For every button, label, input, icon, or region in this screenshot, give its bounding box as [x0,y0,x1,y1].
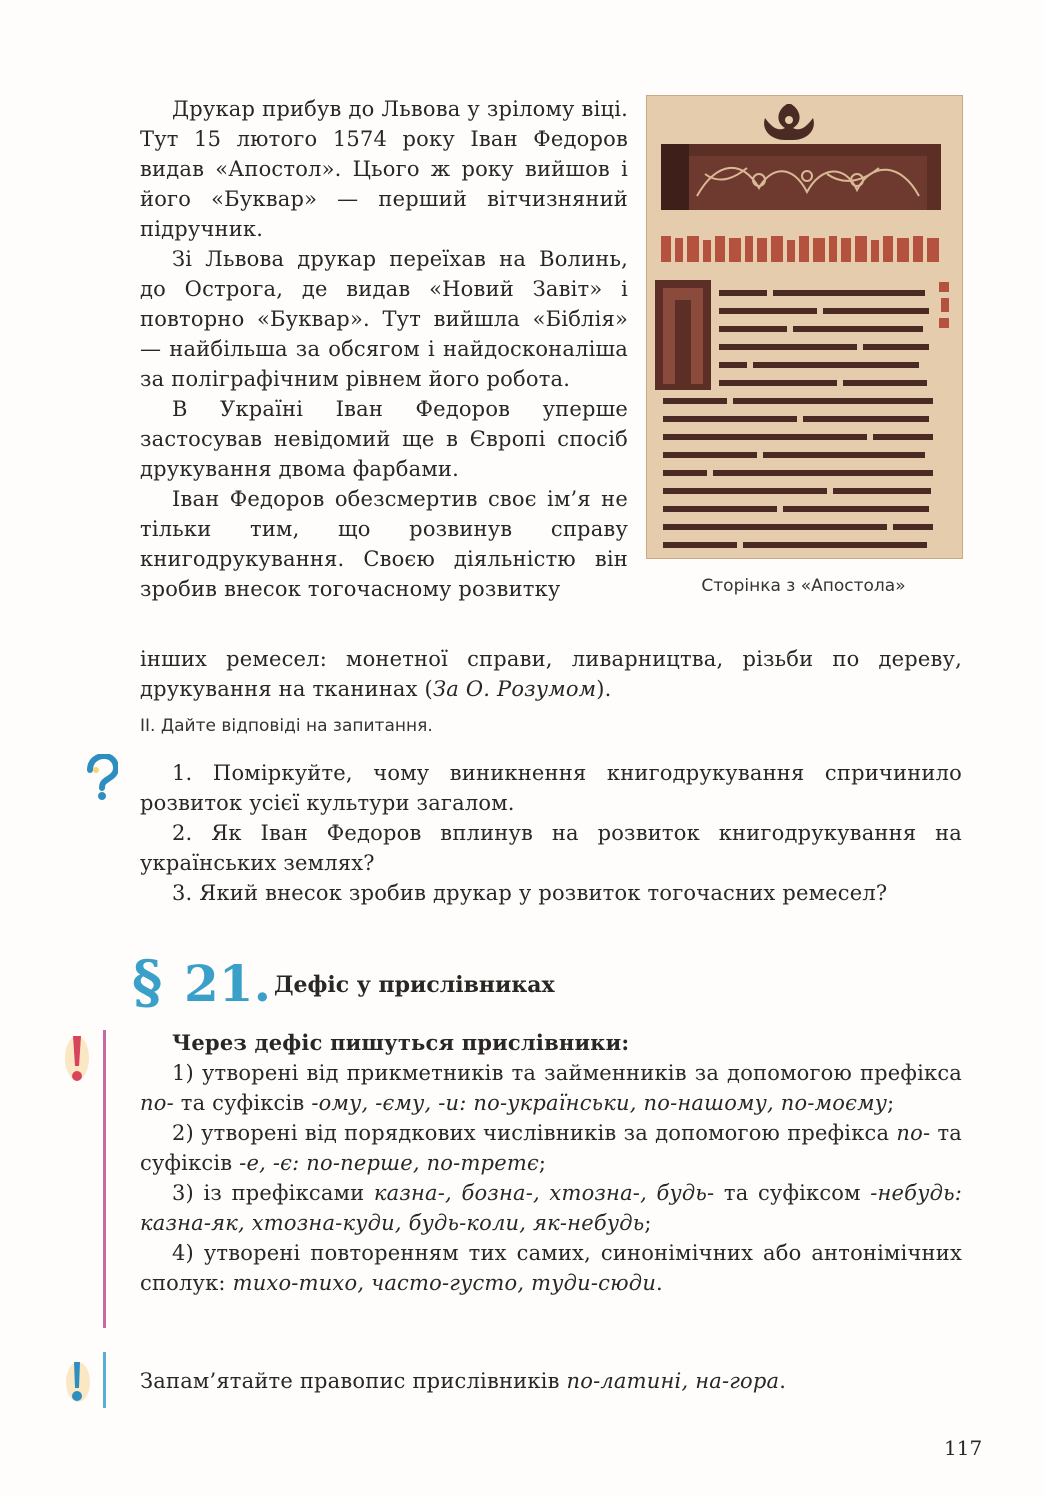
rule-item-2-prefix: по- [896,1121,931,1145]
section-title: Дефіс у прислівниках [274,972,555,998]
rule-item-1-text: 1) утворені від прикметників та займенників за допомогою префікса [172,1061,962,1085]
task-heading: ІІ. Дайте відповіді на запитання. [140,716,433,736]
intro-paragraph-2: Зі Львова друкар переїхав на Волинь, до Острога, де видав «Новий Завіт» і повторно «Буквар». Тут вийшла «Біблія» — найбільша за обсягом і найдосконаліша за поліграфічним рівнем його робота. [140,247,628,391]
rule-item-4 [140,1238,962,1298]
note-text [140,1366,962,1396]
intro-paragraph-4-text: інших ремесел: монетної справи, ливарництва, різьби по дереву, друкування на тканинах ( [140,647,962,701]
note-lead: Запам’ятайте правопис прислівників [140,1369,567,1393]
question-2: 2. Як Іван Федоров вплинув на розвиток книгодрукування на українських землях? [140,821,962,875]
section-number: 21. [184,954,271,1013]
rule-item-3-mid: та суфіксом [714,1181,871,1205]
intro-text [140,94,628,604]
intro-paragraph-4-end [140,644,962,704]
rule-item-2 [140,1118,962,1178]
rule-item-2-end: ; [538,1151,547,1175]
page-number: 117 [944,1436,983,1460]
intro-paragraph-4-start: Іван Федоров обезсмертив своє ім’я не тільки тим, що розвинув справу книгодрукування. Своєю діяльністю він зробив внесок тогочасному розвитку [140,487,628,601]
rule-item-3-examples: -небудь: казна-як, хтозна-куди, будь-коли, як-небудь [140,1181,962,1235]
figure-caption: Сторінка з «Апостола» [701,576,906,596]
rule-item-3-end: ; [644,1211,652,1235]
paragraph-sign: § [132,948,163,1016]
rule-lead [140,1028,962,1058]
rule-item-3-text: 3) із префіксами [172,1181,374,1205]
question-1: 1. Поміркуйте, чому виникнення книгодрукування спричинило розвиток усієї культури загалом. [140,761,962,815]
rule-item-4-end: . [656,1271,663,1295]
rule-item-1-end: ; [887,1091,895,1115]
intro-paragraph-3: В Україні Іван Федоров уперше застосував невідомий ще в Європі спосіб друкування двома фарбами. [140,397,628,481]
questions-list [140,758,962,908]
rule-divider-bar [103,1030,106,1328]
rule-item-2-mid: та суфіксів [140,1121,962,1175]
apostol-page-image [646,95,963,559]
rule-item-3 [140,1178,962,1238]
question-mark-icon [84,754,118,804]
rule-item-1-prefix: по- [140,1091,174,1115]
intro-paragraph-1: Друкар прибув до Львова у зрілому віці. Тут 15 лютого 1574 року Іван Федоров видав «Апостол». Цього ж року вийшов і його «Буквар» — перший вітчизняний підручник. [140,97,628,241]
rule-item-1-mid: та суфіксів [173,1091,312,1115]
note-examples: по-латині, на-гора [566,1369,780,1393]
note-end: . [779,1369,787,1393]
rule-item-1-examples: -ому, -єму, -и: по-українськи, по-нашому, по-моєму [311,1091,888,1115]
question-3: 3. Який внесок зробив друкар у розвиток тогочасних ремесел? [172,881,888,905]
rule-item-3-prefixes: казна-, бозна-, хтозна-, будь- [373,1181,715,1205]
rule-lead-text: Через дефіс пишуться прислівники: [172,1030,630,1055]
rule-block [140,1028,962,1298]
apostol-page-illustration [647,96,962,558]
rule-item-2-text: 2) утворені від порядкових числівників за допомогою префікса [172,1121,897,1145]
attention-marker-icon [62,1358,92,1408]
note-divider-bar [103,1352,106,1408]
exclamation-mark-icon [62,1032,92,1088]
rule-item-4-text: 4) утворені повторенням тих самих, синонімічних або антонімічних сполук: [140,1241,962,1295]
rule-item-4-examples: тихо-тихо, часто-густо, туди-сюди [232,1271,657,1295]
rule-item-2-examples: -е, -є: по-перше, по-третє [239,1151,539,1175]
intro-paragraph-4-close: ). [596,677,612,701]
source-citation: За О. Розумом [432,677,597,701]
rule-item-1 [140,1058,962,1118]
